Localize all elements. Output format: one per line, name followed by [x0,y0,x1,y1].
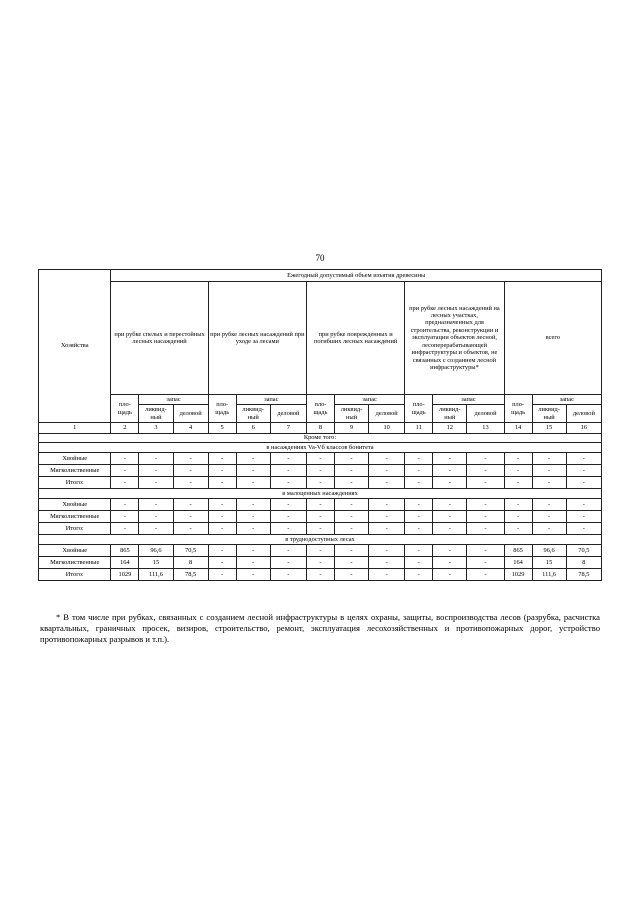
group-header: при рубке лесных насаждений при уходе за лесами [208,282,306,395]
table-cell: - [433,499,467,511]
table-cell: 96,6 [532,545,566,557]
table-cell: - [111,523,139,535]
table-cell: - [270,545,306,557]
table-cell: - [111,511,139,523]
table-cell: - [139,523,173,535]
table-cell: - [236,499,270,511]
business-header: деловой [467,405,504,423]
liquid-header: ликвид-ный [236,405,270,423]
table-cell: - [433,557,467,569]
column-number: 5 [208,423,236,434]
table-cell: - [566,465,601,477]
table-cell: - [173,477,208,489]
table-cell: - [369,453,405,465]
table-cell: - [566,511,601,523]
table-cell: - [236,545,270,557]
table-cell: - [173,511,208,523]
table-cell: - [236,477,270,489]
table-cell: - [208,511,236,523]
table-cell: - [139,511,173,523]
table-cell: - [369,569,405,581]
table-cell: - [467,557,504,569]
table-cell: - [405,523,433,535]
table-cell: 111,6 [532,569,566,581]
page-number: 70 [315,253,325,263]
table-cell: - [405,477,433,489]
table-cell: - [111,499,139,511]
stock-header: запас [139,395,208,405]
column-number: 3 [139,423,173,434]
table-cell: 164 [504,557,532,569]
table-cell: - [208,557,236,569]
table-cell: - [111,453,139,465]
table-cell: - [236,569,270,581]
column-number: 4 [173,423,208,434]
liquid-header: ликвид-ный [334,405,368,423]
row-label: Мягколиственные [39,465,111,477]
row-label: Итого: [39,523,111,535]
table-cell: 78,5 [173,569,208,581]
table-cell: - [334,511,368,523]
besides-label: Кроме того: [39,434,602,443]
column-number: 15 [532,423,566,434]
column-number: 14 [504,423,532,434]
table-cell: 164 [111,557,139,569]
row-label: Хвойные [39,453,111,465]
table-cell: - [270,569,306,581]
area-header: пло-щадь [306,395,334,423]
table-cell: - [270,499,306,511]
table-cell: - [139,477,173,489]
section-title: в труднодоступных лесах [39,535,602,545]
table-cell: - [270,557,306,569]
table-cell: 70,5 [173,545,208,557]
table-cell: 1029 [504,569,532,581]
table-cell: - [405,569,433,581]
table-cell: - [467,477,504,489]
table-cell: - [270,453,306,465]
liquid-header: ликвид-ный [532,405,566,423]
table-cell: - [173,465,208,477]
table-cell: - [405,557,433,569]
table-cell: - [433,465,467,477]
area-header: пло-щадь [208,395,236,423]
table-cell: - [208,569,236,581]
table-cell: - [306,557,334,569]
table-cell: - [467,453,504,465]
table-cell: - [532,511,566,523]
table-cell: - [369,557,405,569]
table-cell: - [270,477,306,489]
group-header: при рубке лесных насаждений на лесных участках, предназначенных для строительства, реконструкции и эксплуатации объектов лесной, лесоперерабатывающей инфраструктуры и объектов, не связанных с созданием лесной инфраструктуры* [405,282,504,395]
table-cell: - [433,453,467,465]
group-header: всего [504,282,601,395]
table-cell: 111,6 [139,569,173,581]
table-cell: - [369,499,405,511]
table-cell: - [111,477,139,489]
table-cell: - [566,453,601,465]
row-label: Мягколиственные [39,557,111,569]
column-number: 2 [111,423,139,434]
table-cell: - [334,523,368,535]
stock-header: запас [334,395,404,405]
liquid-header: ликвид-ный [433,405,467,423]
table-cell: - [208,477,236,489]
column-number: 6 [236,423,270,434]
table-cell: - [433,569,467,581]
table-cell: - [467,523,504,535]
column-number: 9 [334,423,368,434]
table-cell: 78,5 [566,569,601,581]
table-cell: - [467,499,504,511]
table-cell: - [433,477,467,489]
farms-header: Хозяйства [39,270,111,423]
table-cell: - [566,523,601,535]
table-cell: 96,6 [139,545,173,557]
table-cell: - [334,557,368,569]
table-cell: - [369,511,405,523]
table-cell: - [306,569,334,581]
table-cell: - [111,465,139,477]
table-cell: - [334,545,368,557]
row-label: Итого: [39,569,111,581]
table-cell: - [405,465,433,477]
table-cell: - [504,499,532,511]
area-header: пло-щадь [405,395,433,423]
table-cell: - [504,477,532,489]
table-cell: - [433,545,467,557]
timber-harvest-table [38,269,602,581]
table-cell: - [236,465,270,477]
row-label: Хвойные [39,545,111,557]
table-cell: - [208,499,236,511]
table-cell: - [208,523,236,535]
group-header: при рубке поврежденных и погибших лесных насаждений [306,282,404,395]
column-number: 16 [566,423,601,434]
table-cell: - [433,523,467,535]
table-cell: - [566,477,601,489]
table-cell: 1029 [111,569,139,581]
stock-header: запас [433,395,504,405]
stock-header: запас [236,395,306,405]
table-cell: - [208,465,236,477]
row-label: Хвойные [39,499,111,511]
table-cell: - [504,523,532,535]
table-cell: - [236,523,270,535]
table-cell: - [405,453,433,465]
table-cell: - [405,545,433,557]
table-cell: - [236,511,270,523]
business-header: деловой [369,405,405,423]
table-cell: - [532,499,566,511]
table-cell: - [334,465,368,477]
row-label: Итого: [39,477,111,489]
table-cell: - [236,453,270,465]
table-cell: - [467,465,504,477]
table-cell: - [306,499,334,511]
table-cell: - [173,453,208,465]
table-cell: - [504,465,532,477]
table-cell: - [139,465,173,477]
table-cell: - [270,523,306,535]
row-label: Мягколиственные [39,511,111,523]
business-header: деловой [270,405,306,423]
table-cell: - [566,499,601,511]
table-cell: 8 [566,557,601,569]
liquid-header: ликвид-ный [139,405,173,423]
table-cell: - [369,545,405,557]
table-cell: - [139,453,173,465]
table-cell: - [405,499,433,511]
area-header: пло-щадь [111,395,139,423]
column-number: 12 [433,423,467,434]
table-cell: - [173,499,208,511]
table-cell: - [306,545,334,557]
group-header: при рубке спелых и перестойных лесных насаждений [111,282,208,395]
column-number: 10 [369,423,405,434]
table-cell: - [334,499,368,511]
table-cell: - [334,477,368,489]
table-cell: - [270,465,306,477]
table-cell: - [467,511,504,523]
table-cell: - [504,453,532,465]
table-cell: - [208,545,236,557]
table-cell: 15 [532,557,566,569]
table-cell: 70,5 [566,545,601,557]
stock-header: запас [532,395,601,405]
table-cell: - [306,523,334,535]
table-cell: - [306,465,334,477]
table-cell: - [270,511,306,523]
annual-volume-header: Ежегодный допустимый объем изъятия древесины [111,270,602,282]
section-title: в насаждениях Va-Vб классов бонитета [39,443,602,453]
table-cell: - [334,569,368,581]
business-header: деловой [173,405,208,423]
table-cell: - [504,511,532,523]
business-header: деловой [566,405,601,423]
table-cell: 865 [504,545,532,557]
footnote: * В том числе при рубках, связанных с созданием лесной инфраструктуры в целях охраны, защиты, воспроизводства лесов (разрубка, расчистка квартальных, граничных просек, визиров, строительство, ремонт, эксплуатация лесохозяйственных и противопожарных дорог, устройство противопожарных разрывов и т.п.). [40,611,600,644]
column-number: 7 [270,423,306,434]
table-cell: - [532,477,566,489]
table-cell: - [532,523,566,535]
table-cell: 865 [111,545,139,557]
table-cell: - [532,453,566,465]
column-number: 1 [39,423,111,434]
table-cell: - [369,523,405,535]
table-cell: 15 [139,557,173,569]
column-number: 8 [306,423,334,434]
table-cell: - [532,465,566,477]
table-cell: - [467,545,504,557]
section-title: в малоценных насаждениях [39,489,602,499]
table-cell: - [306,511,334,523]
table-cell: - [433,511,467,523]
table-cell: - [306,453,334,465]
table-cell: - [236,557,270,569]
table-cell: - [208,453,236,465]
table-cell: 8 [173,557,208,569]
table-cell: - [369,465,405,477]
table-cell: - [139,499,173,511]
column-number: 11 [405,423,433,434]
table-cell: - [467,569,504,581]
table-cell: - [306,477,334,489]
column-number: 13 [467,423,504,434]
area-header: пло-щадь [504,395,532,423]
table-cell: - [405,511,433,523]
table-cell: - [334,453,368,465]
table-cell: - [173,523,208,535]
table-cell: - [369,477,405,489]
